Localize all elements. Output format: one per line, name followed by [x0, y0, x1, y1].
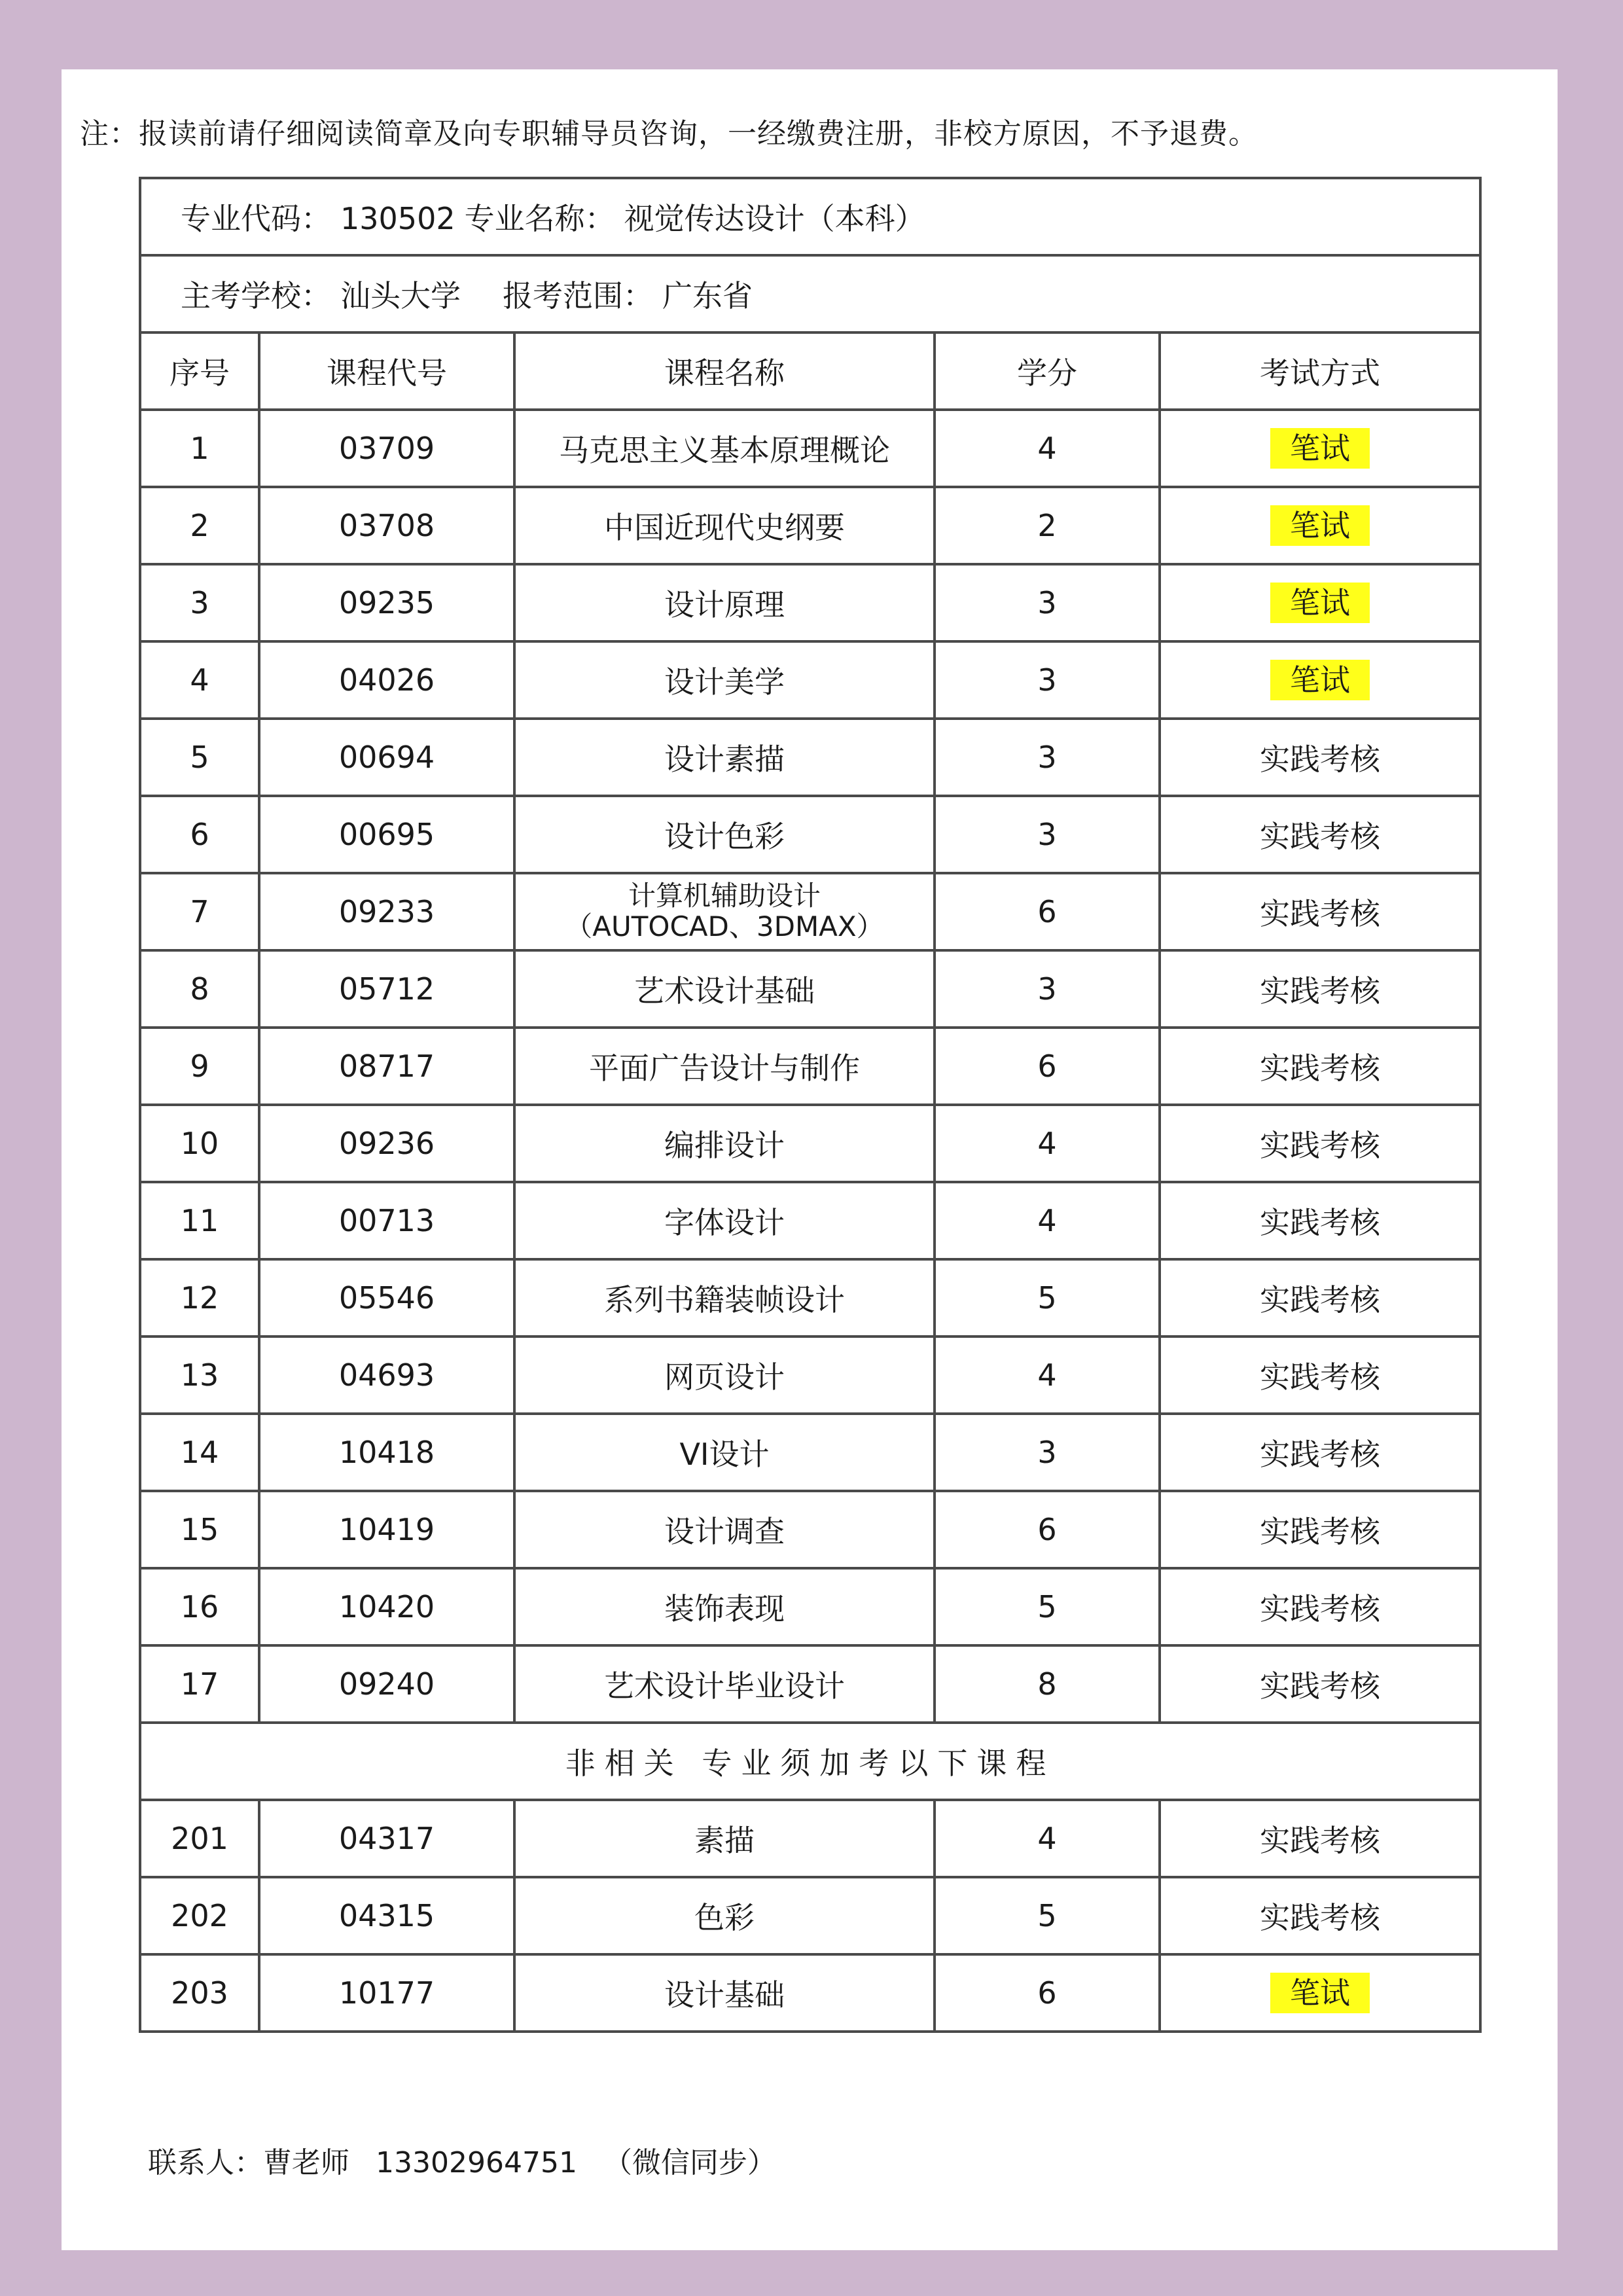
course-code: 09240 [259, 1645, 514, 1723]
school-name: 汕头大学 [340, 278, 461, 314]
course-exam-method [1160, 410, 1480, 487]
course-code: 00694 [259, 719, 514, 796]
course-exam-method: 实践考核 [1160, 873, 1480, 950]
major-name-label: 专业名称： [464, 201, 615, 236]
table-row [140, 1800, 1480, 1877]
course-exam-method: 实践考核 [1160, 950, 1480, 1028]
course-credit: 6 [935, 1028, 1160, 1105]
course-code: 10418 [259, 1414, 514, 1491]
course-code: 04317 [259, 1800, 514, 1877]
table-row [140, 1336, 1480, 1414]
course-no: 7 [140, 873, 259, 950]
table-row [140, 719, 1480, 796]
table-row [140, 1105, 1480, 1182]
course-no: 8 [140, 950, 259, 1028]
course-exam-method: 实践考核 [1160, 796, 1480, 873]
course-name-sub: （AUTOCAD、3DMAX） [565, 910, 884, 943]
course-credit: 4 [935, 1182, 1160, 1259]
course-code: 08717 [259, 1028, 514, 1105]
contact-label: 联系人： [148, 2146, 263, 2179]
course-no: 12 [140, 1259, 259, 1336]
course-name: VI设计 [514, 1414, 935, 1491]
table-row [140, 1028, 1480, 1105]
course-no: 15 [140, 1491, 259, 1568]
course-name: 装饰表现 [514, 1568, 935, 1645]
course-name: 设计素描 [514, 719, 935, 796]
course-credit: 3 [935, 564, 1160, 641]
scope-label: 报考范围： [503, 278, 653, 314]
course-no: 16 [140, 1568, 259, 1645]
course-exam-method: 实践考核 [1160, 719, 1480, 796]
table-row [140, 487, 1480, 564]
table-row [140, 873, 1480, 950]
column-header-credit: 学分 [935, 332, 1160, 410]
table-row [140, 641, 1480, 719]
course-name: 平面广告设计与制作 [514, 1028, 935, 1105]
exam-method-highlight: 笔试 [1270, 1973, 1370, 2014]
table-row [140, 564, 1480, 641]
table-row [140, 1414, 1480, 1491]
course-credit: 4 [935, 410, 1160, 487]
course-name: 设计色彩 [514, 796, 935, 873]
course-exam-method: 实践考核 [1160, 1645, 1480, 1723]
course-name: 设计基础 [514, 1954, 935, 2032]
school-label: 主考学校： [181, 278, 331, 314]
course-name: 字体设计 [514, 1182, 935, 1259]
course-code: 10420 [259, 1568, 514, 1645]
exam-method-highlight: 笔试 [1270, 428, 1370, 469]
course-exam-method: 实践考核 [1160, 1182, 1480, 1259]
table-row [140, 1182, 1480, 1259]
contact-name: 曹老师 [263, 2146, 349, 2179]
course-credit: 4 [935, 1800, 1160, 1877]
course-no: 9 [140, 1028, 259, 1105]
course-no: 3 [140, 564, 259, 641]
course-credit: 3 [935, 950, 1160, 1028]
course-no: 10 [140, 1105, 259, 1182]
course-name-main: 计算机辅助设计 [628, 879, 821, 912]
course-code: 09236 [259, 1105, 514, 1182]
table-row [140, 1568, 1480, 1645]
course-credit: 8 [935, 1645, 1160, 1723]
course-exam-method [1160, 564, 1480, 641]
course-code: 00713 [259, 1182, 514, 1259]
course-credit: 2 [935, 487, 1160, 564]
course-exam-method: 实践考核 [1160, 1414, 1480, 1491]
course-exam-method: 实践考核 [1160, 1568, 1480, 1645]
course-credit: 6 [935, 1491, 1160, 1568]
major-code-label: 专业代码： [181, 201, 331, 236]
table-row [140, 1491, 1480, 1568]
course-credit: 5 [935, 1877, 1160, 1954]
course-no: 6 [140, 796, 259, 873]
course-exam-method [1160, 1954, 1480, 2032]
course-code: 09235 [259, 564, 514, 641]
course-no: 14 [140, 1414, 259, 1491]
contact-line [148, 2139, 802, 2181]
course-code: 10419 [259, 1491, 514, 1568]
course-no: 4 [140, 641, 259, 719]
course-code: 00695 [259, 796, 514, 873]
course-exam-method: 实践考核 [1160, 1105, 1480, 1182]
table-row [140, 410, 1480, 487]
course-no: 203 [140, 1954, 259, 2032]
course-name: 设计调查 [514, 1491, 935, 1568]
course-exam-method: 实践考核 [1160, 1028, 1480, 1105]
course-credit: 3 [935, 1414, 1160, 1491]
exam-method-highlight: 笔试 [1270, 660, 1370, 701]
course-exam-method: 实践考核 [1160, 1877, 1480, 1954]
scope-value: 广东省 [662, 278, 753, 314]
course-exam-method [1160, 487, 1480, 564]
course-no: 2 [140, 487, 259, 564]
course-code: 05546 [259, 1259, 514, 1336]
table-row [140, 1259, 1480, 1336]
course-code: 09233 [259, 873, 514, 950]
course-name: 马克思主义基本原理概论 [514, 410, 935, 487]
course-code: 05712 [259, 950, 514, 1028]
exam-method-highlight: 笔试 [1270, 583, 1370, 624]
course-no: 13 [140, 1336, 259, 1414]
course-code: 04026 [259, 641, 514, 719]
course-exam-method: 实践考核 [1160, 1491, 1480, 1568]
course-credit: 3 [935, 641, 1160, 719]
course-name: 素描 [514, 1800, 935, 1877]
course-name: 艺术设计毕业设计 [514, 1645, 935, 1723]
major-code-row [140, 178, 1480, 255]
table-header-row [140, 332, 1480, 410]
contact-note: （微信同步） [603, 2146, 776, 2179]
table-row [140, 950, 1480, 1028]
course-name: 色彩 [514, 1877, 935, 1954]
course-exam-method [1160, 641, 1480, 719]
course-no: 1 [140, 410, 259, 487]
course-name: 网页设计 [514, 1336, 935, 1414]
table-row [140, 1954, 1480, 2032]
course-credit: 5 [935, 1259, 1160, 1336]
course-credit: 6 [935, 873, 1160, 950]
course-credit: 3 [935, 796, 1160, 873]
course-credit: 4 [935, 1105, 1160, 1182]
course-credit: 3 [935, 719, 1160, 796]
contact-phone: 13302964751 [376, 2146, 577, 2179]
course-name: 设计原理 [514, 564, 935, 641]
course-code: 10177 [259, 1954, 514, 2032]
extra-section-title: 非相关 专业须加考以下课程 [140, 1723, 1480, 1800]
course-name: 艺术设计基础 [514, 950, 935, 1028]
table-row [140, 1645, 1480, 1723]
section-row [140, 1723, 1480, 1800]
column-header-name: 课程名称 [514, 332, 935, 410]
course-name: 中国近现代史纲要 [514, 487, 935, 564]
course-code: 04693 [259, 1336, 514, 1414]
table-row [140, 1877, 1480, 1954]
course-credit: 5 [935, 1568, 1160, 1645]
course-credit: 4 [935, 1336, 1160, 1414]
course-no: 5 [140, 719, 259, 796]
course-exam-method: 实践考核 [1160, 1336, 1480, 1414]
major-name: 视觉传达设计（本科） [624, 201, 925, 236]
major-school-row [140, 255, 1480, 332]
enrollment-note: 注：报读前请仔细阅读简章及向专职辅导员咨询，一经缴费注册，非校方原因，不予退费。 [80, 117, 1258, 151]
course-table [139, 177, 1482, 2033]
course-name: 编排设计 [514, 1105, 935, 1182]
course-no: 11 [140, 1182, 259, 1259]
column-header-code: 课程代号 [259, 332, 514, 410]
column-header-method: 考试方式 [1160, 332, 1480, 410]
course-code: 03708 [259, 487, 514, 564]
course-exam-method: 实践考核 [1160, 1800, 1480, 1877]
course-name-multiline [565, 880, 883, 942]
course-exam-method: 实践考核 [1160, 1259, 1480, 1336]
major-code: 130502 [340, 201, 455, 236]
course-no: 17 [140, 1645, 259, 1723]
course-name: 系列书籍装帧设计 [514, 1259, 935, 1336]
course-credit: 6 [935, 1954, 1160, 2032]
course-no: 202 [140, 1877, 259, 1954]
course-no: 201 [140, 1800, 259, 1877]
course-name [514, 873, 935, 950]
course-code: 04315 [259, 1877, 514, 1954]
column-header-no: 序号 [140, 332, 259, 410]
table-row [140, 796, 1480, 873]
course-code: 03709 [259, 410, 514, 487]
exam-method-highlight: 笔试 [1270, 505, 1370, 547]
course-name: 设计美学 [514, 641, 935, 719]
